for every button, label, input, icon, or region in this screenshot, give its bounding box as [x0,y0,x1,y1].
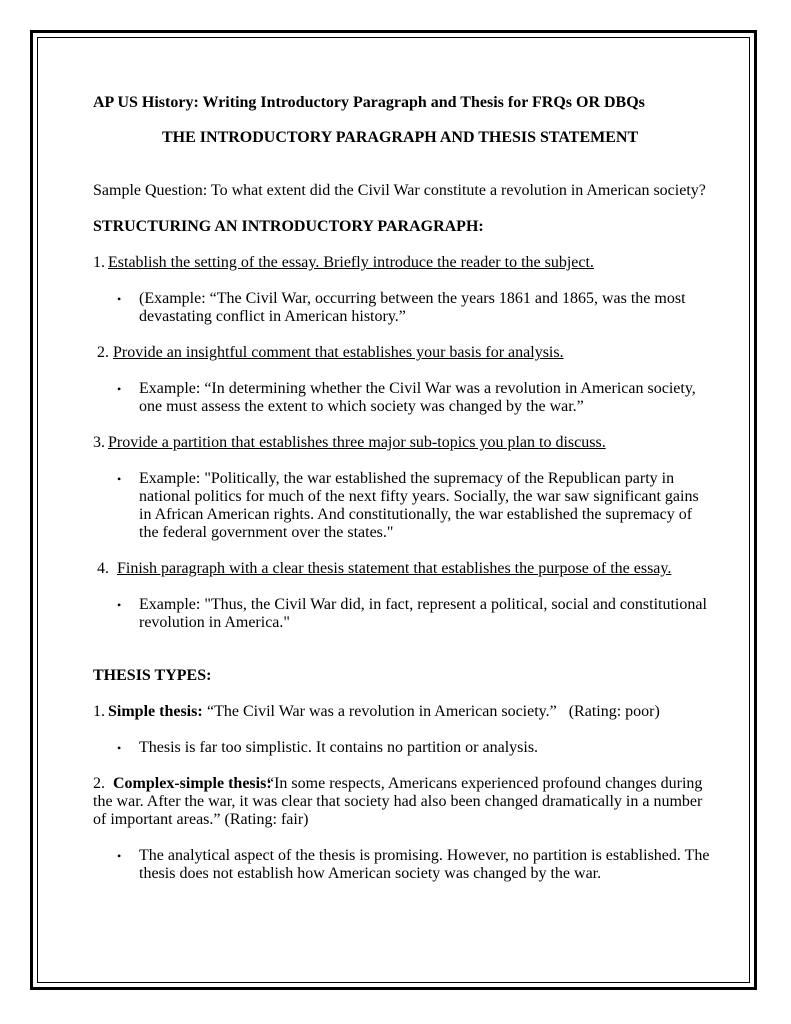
step-3-example-line-4: the federal government over the states." [139,524,394,541]
step-4-example-line-2: revolution in America." [139,614,290,631]
step-3-example-line-3: in African American rights. And constitutionally, the war established the supremacy of [139,506,693,523]
step-3-heading: Provide a partition that establishes three major sub-topics you plan to discuss. [108,434,606,451]
sample-question: Sample Question: To what extent did the Civil War constitute a revolution in American society? [93,182,706,199]
thesis-type-1-bullet-line-1: Thesis is far too simplistic. It contains no partition or analysis. [139,739,539,756]
step-3-example-line-1: Example: "Politically, the war established the supremacy of the Republican party in [139,470,675,487]
thesis-type-1-text: “The Civil War was a revolution in American society.” (Rating: poor) [203,703,660,720]
step-2-heading: Provide an insightful comment that establishes your basis for analysis. [113,344,564,361]
document-title: AP US History: Writing Introductory Paragraph and Thesis for FRQs OR DBQs [93,94,645,111]
thesis-type-2-bullet-line-2: thesis does not establish how American society was changed by the war. [139,865,602,882]
bullet-icon: • [117,472,122,486]
thesis-type-1-number: 1. [93,703,105,720]
document-subtitle: THE INTRODUCTORY PARAGRAPH AND THESIS STATEMENT [162,129,639,146]
bullet-icon: • [117,741,122,755]
step-2-example-line-2: one must assess the extent to which society was changed by the war.” [139,398,584,415]
thesis-type-2-bullet-line-1: The analytical aspect of the thesis is promising. However, no partition is established. The [139,847,710,864]
step-1-example-line-1: (Example: “The Civil War, occurring between the years 1861 and 1865, was the most [139,290,686,307]
thesis-type-2-label: Complex-simple thesis: [113,775,272,792]
step-3-example-line-2: national politics for much of the next fifty years. Socially, the war saw significant gains [139,488,699,505]
step-1-number: 1. [93,254,105,271]
step-4-heading: Finish paragraph with a clear thesis statement that establishes the purpose of the essay. [117,560,672,577]
step-4-number: 4. [97,560,109,577]
thesis-type-2-text-line-3: of important areas.” (Rating: fair) [93,811,309,828]
step-1-heading: Establish the setting of the essay. Briefly introduce the reader to the subject. [108,254,594,271]
thesis-type-2-text-line-2: the war. After the war, it was clear that society had also been changed dramatically in a number [93,793,703,810]
step-4-example-line-1: Example: "Thus, the Civil War did, in fact, represent a political, social and constitutional [139,596,707,613]
step-3-number: 3. [93,434,105,451]
structuring-heading: STRUCTURING AN INTRODUCTORY PARAGRAPH: [93,218,484,235]
step-2-number: 2. [97,344,109,361]
bullet-icon: • [117,849,122,863]
thesis-type-2-text-line-1: “In some respects, Americans experienced profound changes during [263,775,703,792]
thesis-type-2-number: 2. [93,775,105,792]
step-2-example-line-1: Example: “In determining whether the Civil War was a revolution in American society, [139,380,696,397]
thesis-type-1-label: Simple thesis: [108,703,203,720]
bullet-icon: • [117,382,122,396]
bullet-icon: • [117,598,122,612]
bullet-icon: • [117,292,122,306]
thesis-types-heading: THESIS TYPES: [93,667,212,684]
step-1-example-line-2: devastating conflict in American history.” [139,308,406,325]
